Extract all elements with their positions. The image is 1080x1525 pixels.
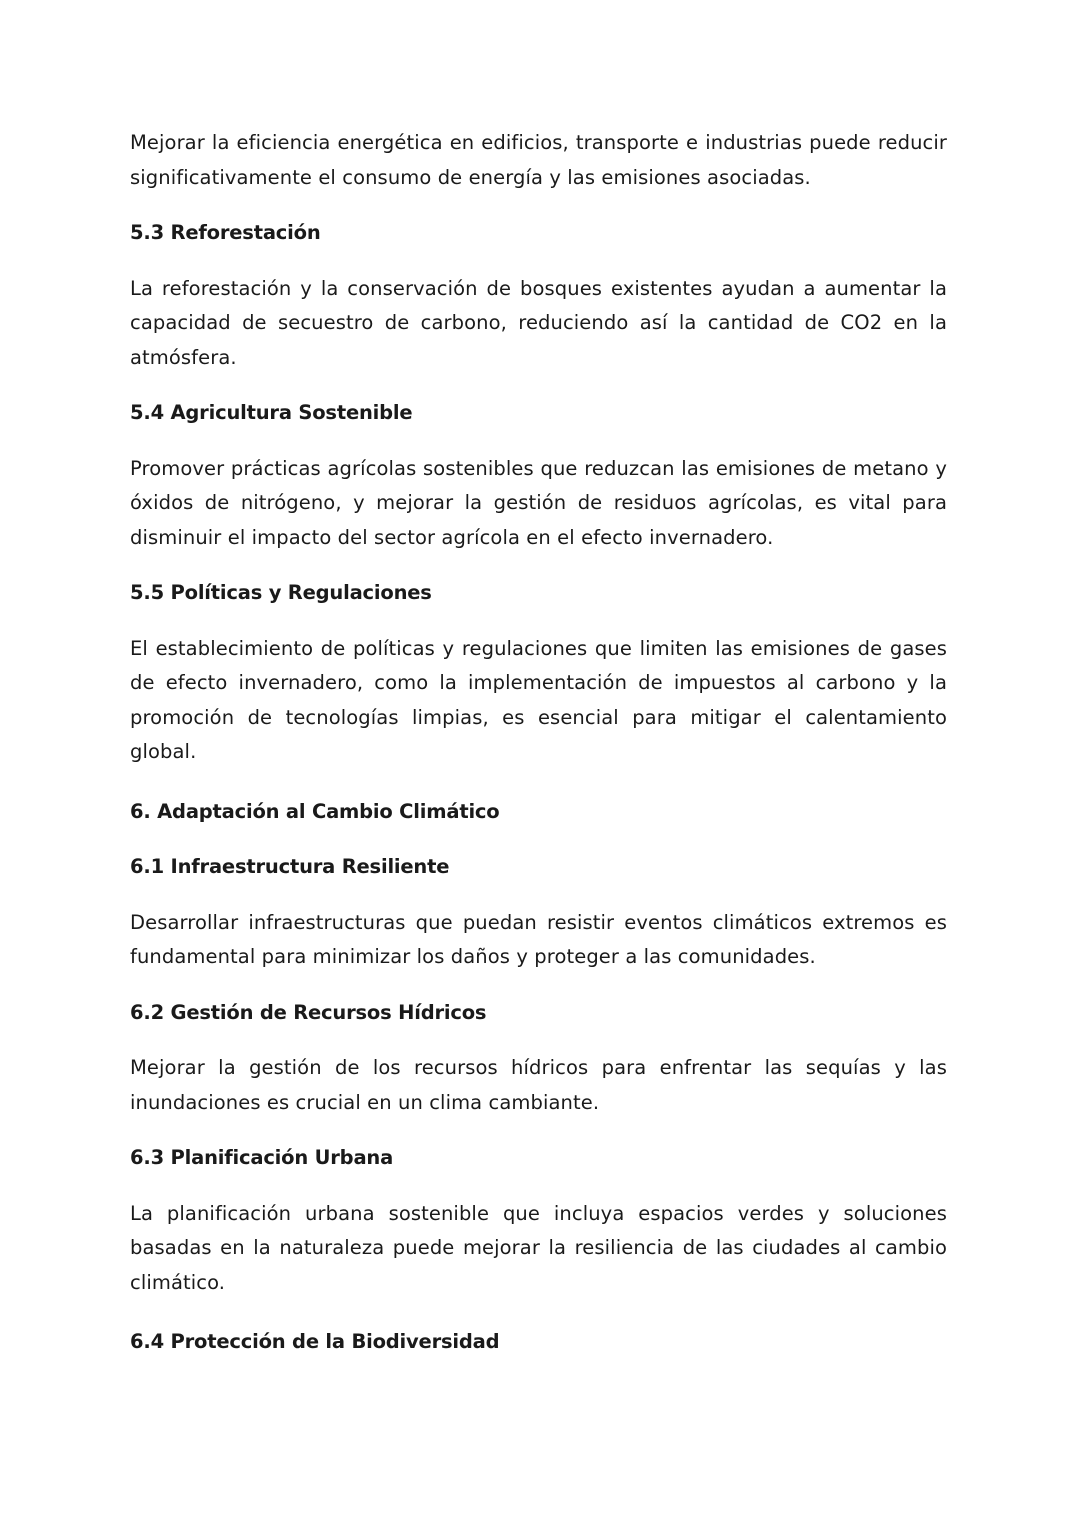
heading-6-2-gestion-recursos-hidricos: 6.2 Gestión de Recursos Hídricos (130, 1000, 487, 1024)
paragraph-agricultura-sostenible: Promover prácticas agrícolas sostenibles que reduzcan las emisiones de metano y óxidos de nitrógeno, y mejorar la gestión de residuos agrícolas, es vital para disminuir el impacto del sector agrícola en el efecto invernadero. (130, 456, 947, 549)
paragraph-reforestacion: La reforestación y la conservación de bosques existentes ayudan a aumentar la capacidad de secuestro de carbono, reduciendo así la cantidad de CO2 en la atmósfera. (130, 276, 947, 369)
heading-5-3-reforestacion: 5.3 Reforestación (130, 221, 321, 244)
paragraph-eficiencia-energetica: Mejorar la eficiencia energética en edificios, transporte e industrias puede reducir significativamente el consumo de energía y las emisiones asociadas. (130, 131, 947, 189)
heading-6-3-planificacion-urbana: 6.3 Planificación Urbana (130, 1146, 394, 1169)
heading-6-4-proteccion-biodiversidad: 6.4 Protección de la Biodiversidad (130, 1330, 500, 1353)
document-page (130, 126, 947, 1360)
paragraph-politicas-regulaciones: El establecimiento de políticas y regulaciones que limiten las emisiones de gases de efecto invernadero, como la implementación de impuestos al carbono y la promoción de tecnologías limpias, es esencial para mitigar el calentamiento global. (130, 636, 947, 763)
heading-5-4-agricultura-sostenible: 5.4 Agricultura Sostenible (130, 401, 413, 424)
heading-6-adaptacion: 6. Adaptación al Cambio Climático (130, 799, 500, 823)
paragraph-gestion-recursos-hidricos: Mejorar la gestión de los recursos hídricos para enfrentar las sequías y las inundaciones es crucial en un clima cambiante. (130, 1056, 947, 1114)
paragraph-infraestructura-resiliente: Desarrollar infraestructuras que puedan resistir eventos climáticos extremos es fundamental para minimizar los daños y proteger a las comunidades. (130, 910, 947, 968)
heading-6-1-infraestructura-resiliente: 6.1 Infraestructura Resiliente (130, 855, 450, 878)
paragraph-planificacion-urbana: La planificación urbana sostenible que incluya espacios verdes y soluciones basadas en la naturaleza puede mejorar la resiliencia de las ciudades al cambio climático. (130, 1201, 947, 1294)
heading-5-5-politicas-regulaciones: 5.5 Políticas y Regulaciones (130, 581, 432, 604)
